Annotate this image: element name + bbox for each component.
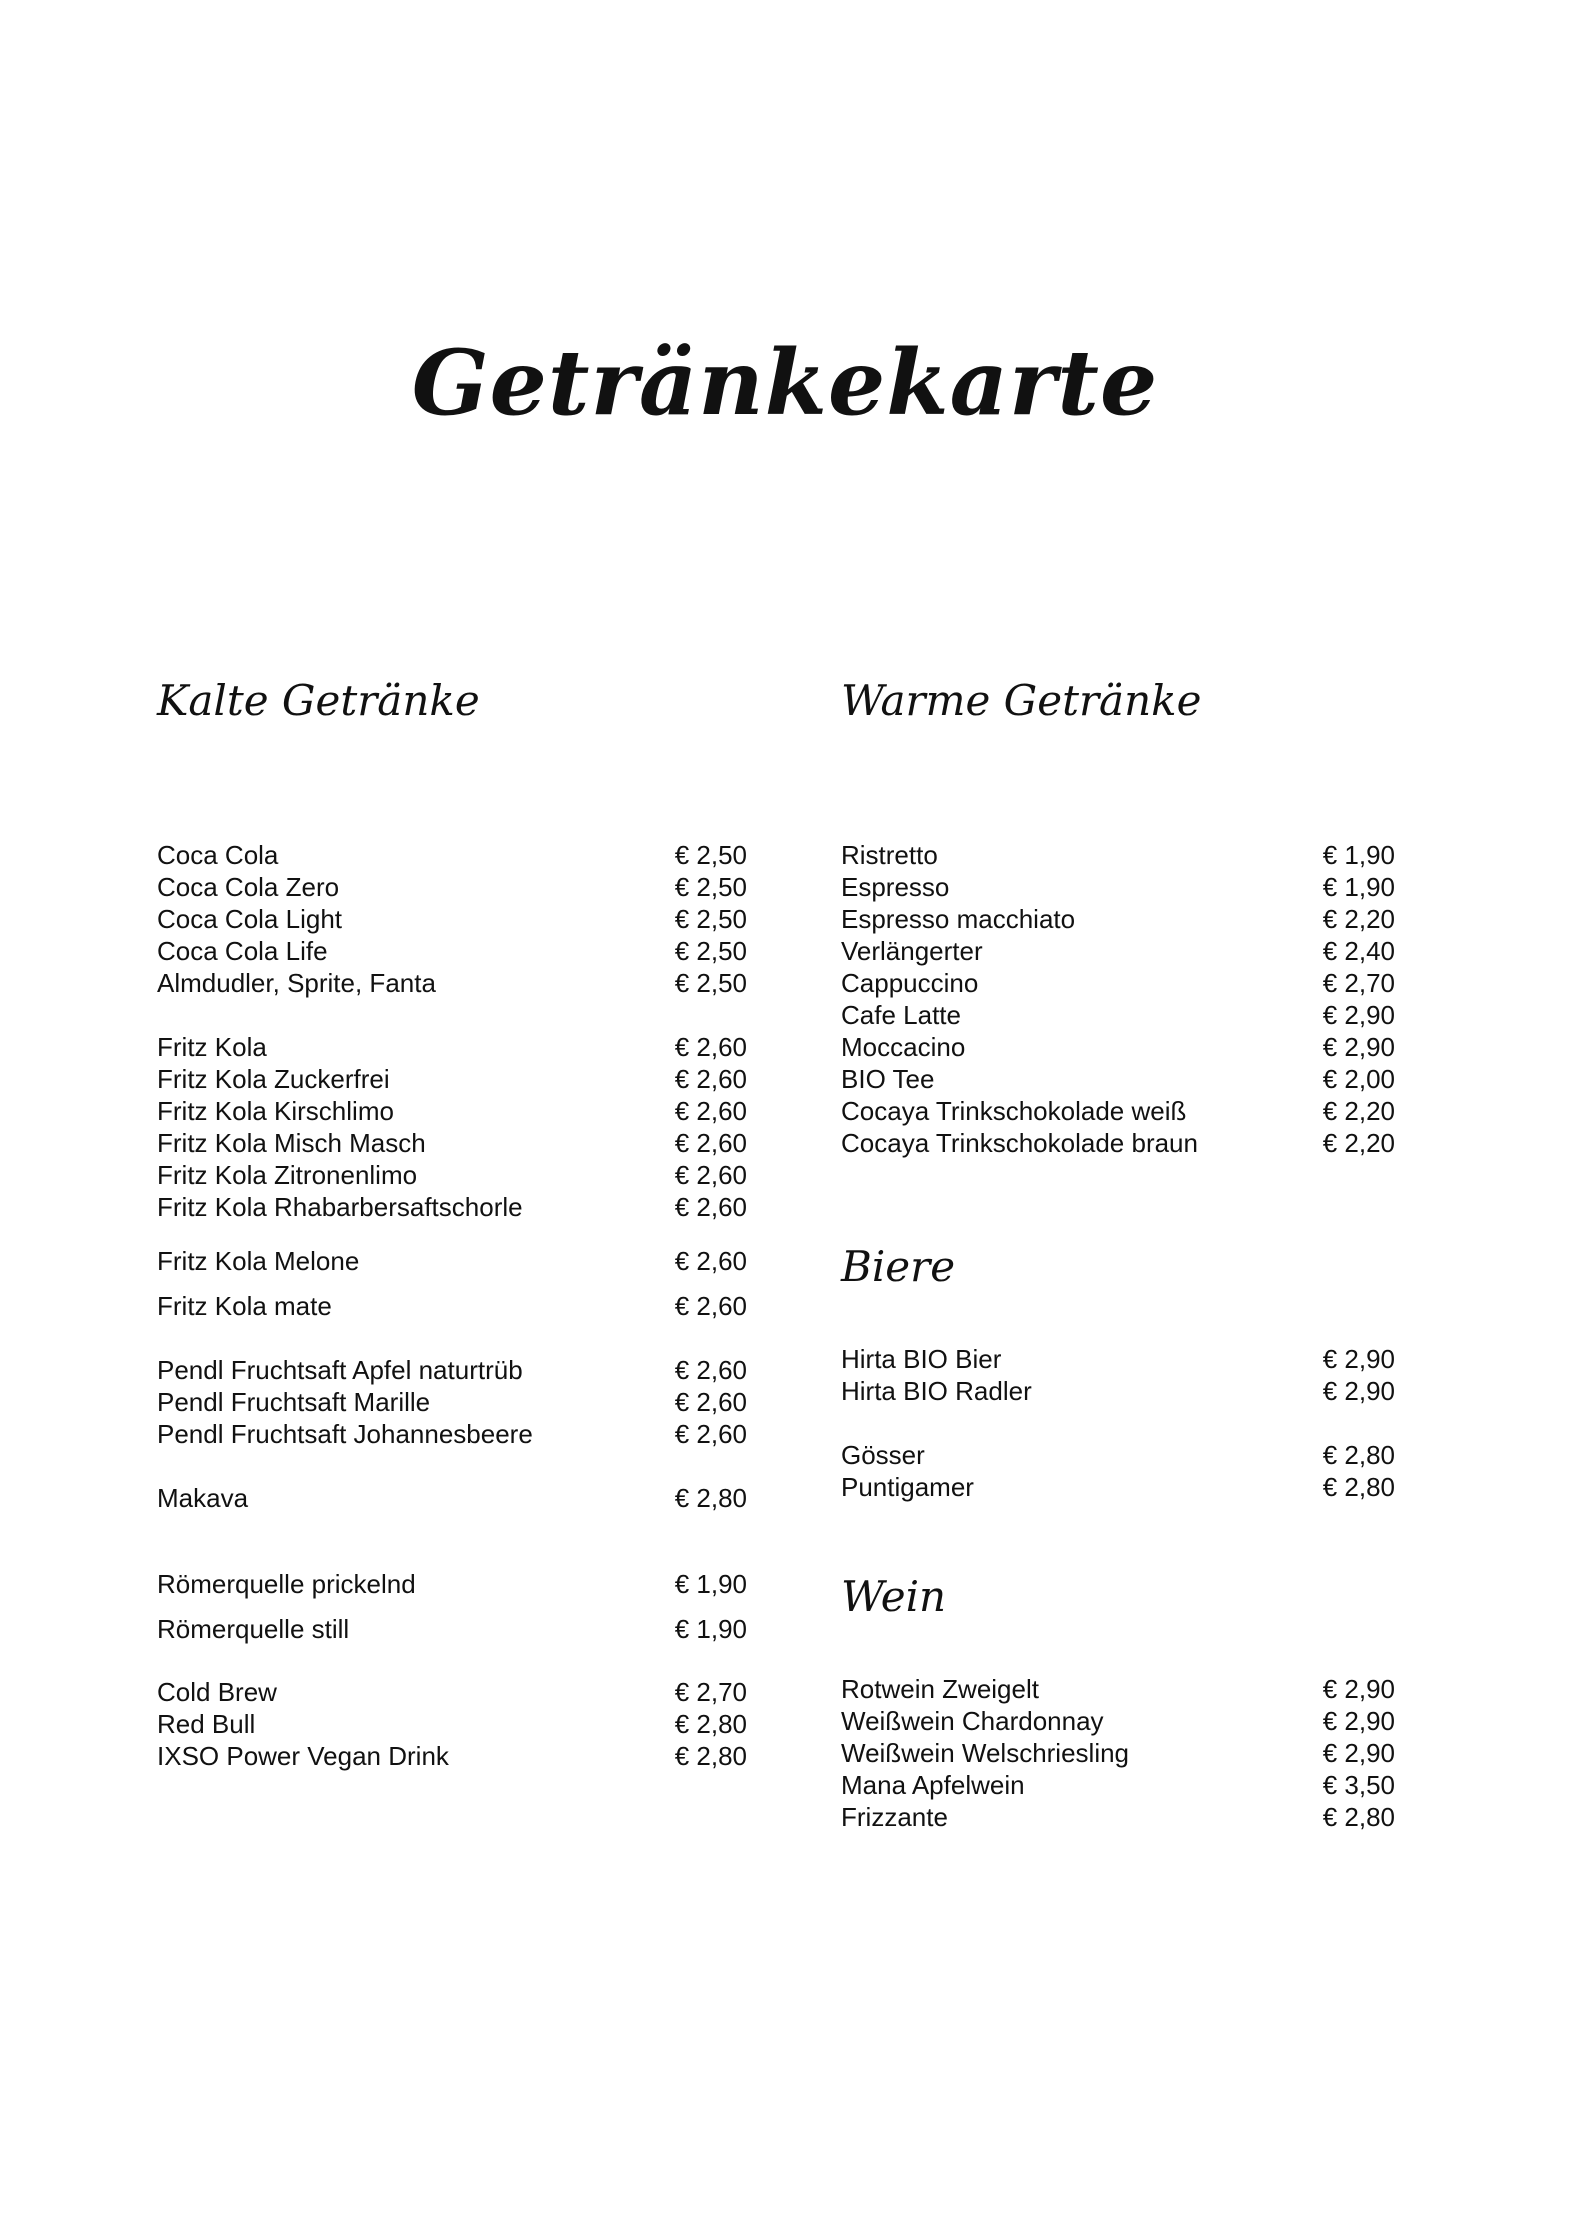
- item-name: IXSO Power Vegan Drink: [157, 1741, 449, 1771]
- item-name: Almdudler, Sprite, Fanta: [157, 968, 436, 998]
- item-name: Verlängerter: [841, 936, 983, 966]
- menu-item: [841, 871, 1395, 903]
- item-price: € 2,60: [674, 1096, 747, 1126]
- item-name: Weißwein Chardonnay: [841, 1706, 1104, 1736]
- item-price: € 2,60: [674, 1160, 747, 1190]
- item-price: € 2,50: [674, 872, 747, 902]
- item-name: Cafe Latte: [841, 1000, 961, 1030]
- menu-item: [841, 1343, 1395, 1375]
- item-name: Hirta BIO Bier: [841, 1344, 1002, 1374]
- item-price: € 3,50: [1322, 1770, 1395, 1800]
- page-title: Getränkekarte: [411, 330, 1159, 436]
- item-price: € 2,20: [1322, 1128, 1395, 1158]
- item-name: Fritz Kola Zitronenlimo: [157, 1160, 418, 1190]
- menu-item: [841, 999, 1395, 1031]
- menu-item: [841, 1705, 1395, 1737]
- item-price: € 2,20: [1322, 904, 1395, 934]
- item-name: Pendl Fruchtsaft Apfel naturtrüb: [157, 1355, 523, 1385]
- menu-item: [157, 1613, 747, 1645]
- item-name: Fritz Kola Kirschlimo: [157, 1096, 394, 1126]
- menu-item: [157, 871, 747, 903]
- item-price: € 2,80: [674, 1741, 747, 1771]
- menu-item: [841, 1673, 1395, 1705]
- item-name: Fritz Kola Melone: [157, 1246, 360, 1276]
- item-name: Römerquelle prickelnd: [157, 1569, 416, 1599]
- item-name: Cappuccino: [841, 968, 979, 998]
- item-name: Puntigamer: [841, 1472, 974, 1502]
- item-name: Makava: [157, 1483, 249, 1513]
- item-name: Fritz Kola Misch Masch: [157, 1128, 426, 1158]
- item-price: € 2,90: [1322, 1674, 1395, 1704]
- menu-item: [841, 1095, 1395, 1127]
- menu-item: [841, 1439, 1395, 1471]
- item-price: € 2,50: [674, 840, 747, 870]
- item-price: € 2,90: [1322, 1000, 1395, 1030]
- menu-item: [157, 1568, 747, 1600]
- item-name: Coca Cola Zero: [157, 872, 340, 902]
- menu-item: [157, 1245, 747, 1277]
- item-price: € 2,80: [1322, 1440, 1395, 1470]
- item-name: Cocaya Trinkschokolade weiß: [841, 1096, 1187, 1126]
- item-name: Cocaya Trinkschokolade braun: [841, 1128, 1198, 1158]
- item-price: € 2,90: [1322, 1376, 1395, 1406]
- beer-heading: Biere: [841, 1242, 956, 1291]
- item-price: € 2,40: [1322, 936, 1395, 966]
- menu-item: [841, 1801, 1395, 1833]
- item-price: € 2,80: [674, 1483, 747, 1513]
- menu-item: [841, 1063, 1395, 1095]
- item-name: Espresso macchiato: [841, 904, 1076, 934]
- menu-item: [157, 1386, 747, 1418]
- menu-item: [157, 935, 747, 967]
- item-name: Fritz Kola mate: [157, 1291, 332, 1321]
- item-price: € 2,60: [674, 1192, 747, 1222]
- menu-item: [157, 839, 747, 871]
- item-name: Weißwein Welschriesling: [841, 1738, 1130, 1768]
- menu-item: [841, 1375, 1395, 1407]
- item-price: € 2,50: [674, 968, 747, 998]
- menu-item: [157, 1676, 747, 1708]
- cold-drinks-section: [157, 665, 747, 1772]
- item-price: € 2,70: [1322, 968, 1395, 998]
- item-price: € 2,60: [674, 1355, 747, 1385]
- item-name: Fritz Kola Zuckerfrei: [157, 1064, 390, 1094]
- item-price: € 2,60: [674, 1128, 747, 1158]
- item-name: Fritz Kola: [157, 1032, 267, 1062]
- item-name: Coca Cola: [157, 840, 279, 870]
- warm-drinks-heading: Warme Getränke: [841, 676, 1202, 725]
- item-name: Moccacino: [841, 1032, 966, 1062]
- cold-drinks-heading: Kalte Getränke: [157, 676, 480, 725]
- item-name: Mana Apfelwein: [841, 1770, 1025, 1800]
- item-name: Fritz Kola Rhabarbersaftschorle: [157, 1192, 523, 1222]
- menu-item: [157, 903, 747, 935]
- menu-item: [157, 1708, 747, 1740]
- item-price: € 2,50: [674, 904, 747, 934]
- menu-item: [841, 839, 1395, 871]
- item-price: € 2,60: [674, 1291, 747, 1321]
- item-price: € 2,60: [674, 1387, 747, 1417]
- item-price: € 2,60: [674, 1032, 747, 1062]
- menu-item: [157, 1127, 747, 1159]
- item-name: Cold Brew: [157, 1677, 277, 1707]
- item-name: Gösser: [841, 1440, 925, 1470]
- item-name: Frizzante: [841, 1802, 948, 1832]
- menu-item: [157, 1159, 747, 1191]
- item-price: € 1,90: [1322, 872, 1395, 902]
- item-price: € 2,60: [674, 1246, 747, 1276]
- menu-item: [157, 1482, 747, 1514]
- menu-item: [841, 1031, 1395, 1063]
- item-price: € 2,80: [1322, 1802, 1395, 1832]
- menu-item: [841, 935, 1395, 967]
- item-name: Espresso: [841, 872, 950, 902]
- menu-item: [157, 1095, 747, 1127]
- item-price: € 1,90: [674, 1569, 747, 1599]
- menu-item: [841, 903, 1395, 935]
- menu-item: [157, 1063, 747, 1095]
- item-price: € 2,90: [1322, 1032, 1395, 1062]
- item-name: Red Bull: [157, 1709, 256, 1739]
- menu-item: [157, 1354, 747, 1386]
- item-price: € 2,70: [674, 1677, 747, 1707]
- menu-item: [157, 1290, 747, 1322]
- menu-item: [841, 967, 1395, 999]
- wine-heading: Wein: [841, 1572, 947, 1621]
- item-price: € 2,90: [1322, 1344, 1395, 1374]
- menu-item: [157, 1031, 747, 1063]
- item-name: Hirta BIO Radler: [841, 1376, 1032, 1406]
- menu-item: [841, 1737, 1395, 1769]
- item-price: € 1,90: [674, 1614, 747, 1644]
- item-price: € 2,90: [1322, 1738, 1395, 1768]
- menu-item: [157, 1418, 747, 1450]
- item-name: Pendl Fruchtsaft Marille: [157, 1387, 431, 1417]
- menu-item: [157, 967, 747, 999]
- item-name: Coca Cola Light: [157, 904, 342, 934]
- item-price: € 1,90: [1322, 840, 1395, 870]
- right-column: [841, 665, 1395, 1833]
- menu-item: [157, 1740, 747, 1772]
- item-price: € 2,60: [674, 1419, 747, 1449]
- item-price: € 2,60: [674, 1064, 747, 1094]
- menu-item: [841, 1769, 1395, 1801]
- item-name: Römerquelle still: [157, 1614, 350, 1644]
- item-price: € 2,90: [1322, 1706, 1395, 1736]
- item-name: Ristretto: [841, 840, 938, 870]
- item-name: Pendl Fruchtsaft Johannesbeere: [157, 1419, 533, 1449]
- menu-item: [841, 1127, 1395, 1159]
- item-price: € 2,00: [1322, 1064, 1395, 1094]
- item-price: € 2,20: [1322, 1096, 1395, 1126]
- item-name: BIO Tee: [841, 1064, 935, 1094]
- item-name: Rotwein Zweigelt: [841, 1674, 1039, 1704]
- menu-item: [841, 1471, 1395, 1503]
- item-price: € 2,50: [674, 936, 747, 966]
- menu-item: [157, 1191, 747, 1223]
- item-price: € 2,80: [674, 1709, 747, 1739]
- item-price: € 2,80: [1322, 1472, 1395, 1502]
- item-name: Coca Cola Life: [157, 936, 328, 966]
